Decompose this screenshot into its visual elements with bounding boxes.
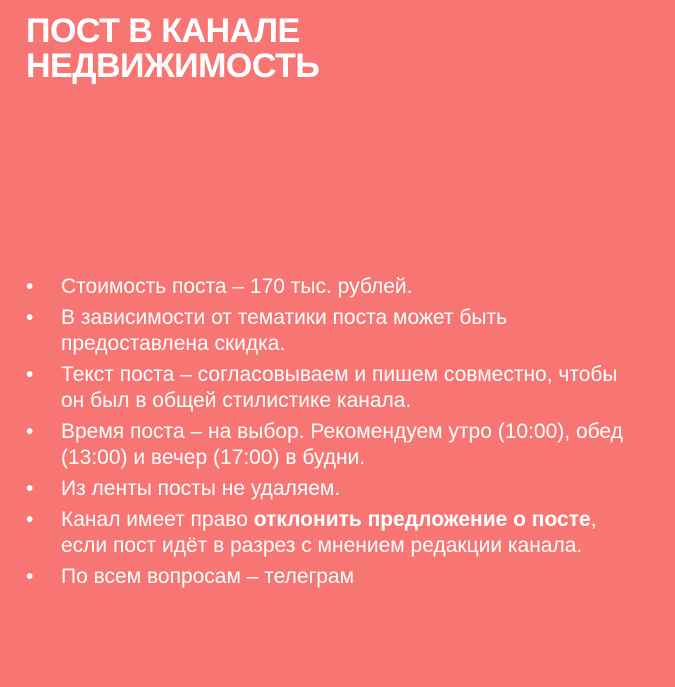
title-line-2: НЕДВИЖИМОСТЬ bbox=[26, 47, 320, 85]
bullet-icon: • bbox=[26, 275, 34, 298]
list-item-price bbox=[26, 274, 646, 300]
list-item-text: По всем вопросам – телеграм bbox=[61, 565, 355, 588]
list-item-text: Время поста – на выбор. Рекомендуем утро (10:00), обед (13:00) и вечер (17:00) в будни. bbox=[61, 420, 623, 469]
rejection-text-after: , если пост идёт в разрез с мнением редакции канала. bbox=[61, 508, 597, 557]
list-item-no-removal bbox=[26, 476, 646, 502]
bullet-icon: • bbox=[26, 565, 34, 588]
bullet-icon: • bbox=[26, 508, 34, 531]
list-item-text: Из ленты посты не удаляем. bbox=[61, 477, 341, 500]
list-item-text: Текст поста – согласовываем и пишем совместно, чтобы он был в общей стилистике канала. bbox=[61, 363, 618, 412]
list-item-text bbox=[61, 508, 597, 557]
bullet-list bbox=[26, 274, 646, 595]
rejection-text-bold: отклонить предложение о посте bbox=[253, 508, 591, 531]
list-item-text-approval bbox=[26, 362, 646, 414]
bullet-icon: • bbox=[26, 363, 34, 386]
list-item-text: В зависимости от тематики поста может быть предоставлена скидка. bbox=[61, 306, 508, 355]
list-item-rejection-right bbox=[26, 507, 646, 559]
page-title bbox=[26, 14, 319, 84]
rejection-text-before: Канал имеет право bbox=[61, 508, 254, 531]
list-item-post-time bbox=[26, 419, 646, 471]
bullet-icon: • bbox=[26, 306, 34, 329]
list-item-contact bbox=[26, 564, 646, 590]
title-line-1: ПОСТ В КАНАЛЕ bbox=[26, 12, 300, 50]
list-item-text: Стоимость поста – 170 тыс. рублей. bbox=[61, 275, 413, 298]
bullet-icon: • bbox=[26, 420, 34, 443]
list-item-discount bbox=[26, 305, 646, 357]
bullet-icon: • bbox=[26, 477, 34, 500]
